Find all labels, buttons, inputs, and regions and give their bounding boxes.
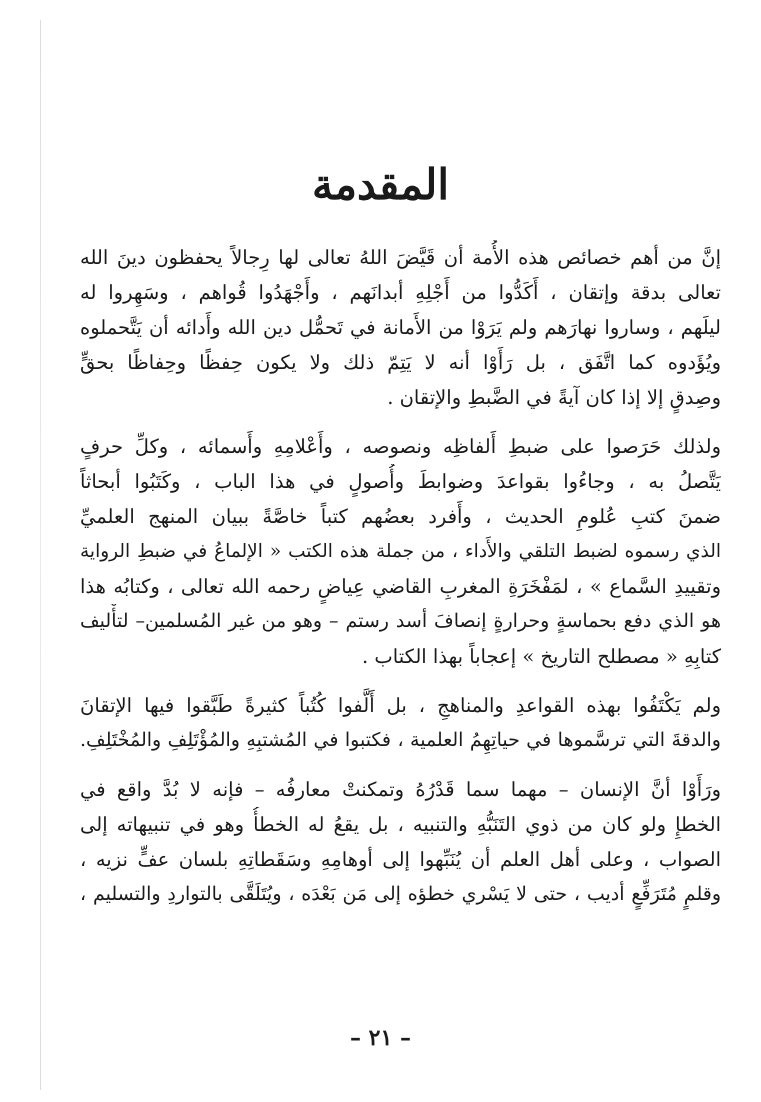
text-line: وقلمٍ مُتَرَفِّعٍ أديب ، حتى لا يَسْري خطؤه إلى مَن بَعْدَه ، ويُتَلَقَّى بالتواردِ والتسليم ، — [80, 883, 721, 905]
text-line: ولم يَكْتَفُوا بهذه القواعدِ والمناهجِ ، بل أَلَّفوا كُتُباً كثيرةً طَبَّقوا فيها الإتقانَ — [80, 694, 721, 717]
text-line: الذي رسموه لضبط التلقي والأَداء ، من جملة هذه الكتب « الإلماعُ في ضبطِ الرواية — [80, 541, 721, 562]
page-number: – ٢١ – — [350, 1025, 411, 1051]
paragraph-3 — [80, 688, 721, 758]
text-line: ويُؤَدوه كما اتَّفَق ، بل رَأَوْا أنه لا يَتِمّ ذلك ولا يكون حِفظًا وحِفاظًا بحقٍّ — [80, 351, 721, 374]
text-line: يَتَّصلُ به ، وجاءُوا بقواعدَ وضوابطَ وأُصولٍ في هذا الباب ، وكَتَبُوا أبحاثاً — [80, 470, 721, 493]
text-line: ورَأَوْا أنَّ الإنسان – مهما سما قَدْرُهُ وتمكنتْ معارفُه – فإنه لا بُدَّ واقع في — [80, 778, 721, 801]
text-line: هو الذي دفع بحماسةٍ وحرارةٍ إنصافَ أسد رستم – وهو من غير المُسلمين– لتأْليف — [80, 610, 721, 632]
text-line: ولذلك حَرَصوا على ضبطِ أَلفاظِه ونصوصه ، وأَعْلامِهِ وأَسمائه ، وكلِّ حرفٍ — [80, 435, 721, 458]
page-heading: المقدمة — [311, 160, 450, 209]
paragraph-2 — [80, 429, 721, 674]
text-line: إنَّ من أهم خصائص هذه الأُمة أن قَيَّضَ اللهُ تعالى لها رِجالاً يحفظون دينَ الله — [80, 246, 721, 269]
text-line: وتقييدِ السَّماع » ، لمَفْخَرَةِ المغربِ القاضي عِياضٍ رحمه الله تعالى ، وكتابُه هذا — [80, 575, 721, 598]
paragraph-4 — [80, 772, 721, 912]
text-line: ضمنَ كتبِ عُلومِ الحديث ، وأَفرد بعضُهم كتباً خاصَّةً ببيان المنهج العلميِّ — [80, 505, 721, 528]
paragraph-1 — [80, 240, 721, 415]
text-line: كتابِهِ « مصطلح التاريخ » إعجاباً بهذا الكتاب . — [362, 645, 721, 668]
body-text — [80, 240, 721, 926]
text-line: تعالى بدقة وإتقان ، أَكَدُّوا من أَجْلِهِ أبدانَهم ، وأَجْهَدُوا قُواهم ، وسَهِروا له — [80, 281, 721, 304]
text-line: والدقةَ التي ترسَّموها في حياتِهِمُ العلمية ، فكتبوا في المُشتبِهِ والمُؤْتَلِفِ والمُخْتَلِفِ. — [80, 729, 721, 751]
text-line: وصِدقٍ إلا إذا كان آيةً في الضَّبطِ والإتقان . — [387, 386, 721, 409]
text-line: الصواب ، وعلى أهل العلم أن يُنَبِّهوا إلى أوهامِهِ وسَقَطاتِهِ بلسان عفٍّ نزيه ، — [80, 848, 721, 871]
text-line: الخطإِ ولو كان من ذوي التَنَبُّهِ والتنبيه ، بل يقعُ له الخطأُ وهو في تنبيهاته إلى — [80, 813, 721, 836]
text-line: ليلَهم ، وساروا نهارَهم ولم يَرَوْا من الأَمانة في تَحمُّل دين الله وأَدائه أن يَتَّحملوه — [80, 316, 721, 339]
